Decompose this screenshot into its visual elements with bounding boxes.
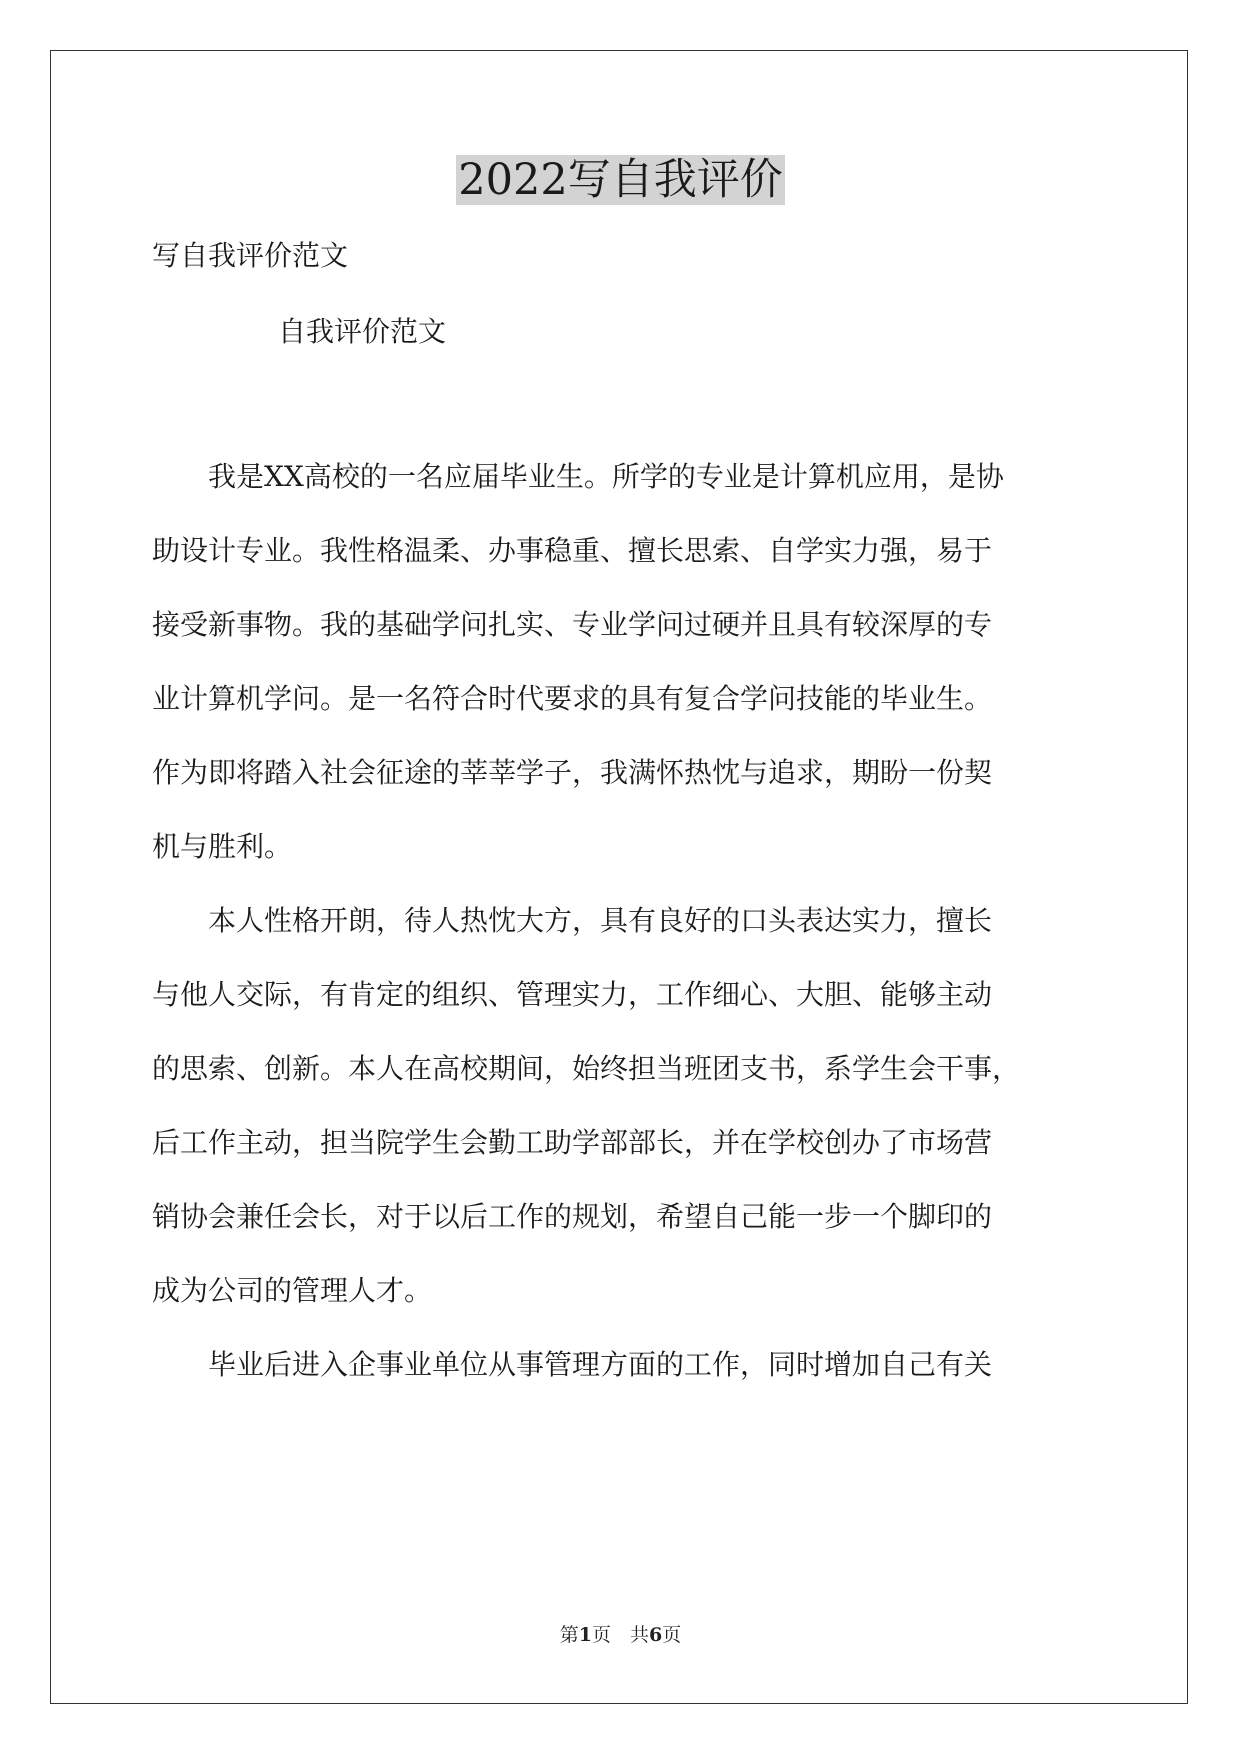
paragraph-1-line-5: 作为即将踏入社会征途的莘莘学子，我满怀热忱与追求，期盼一份契 <box>152 756 993 789</box>
paragraph-3-line-1: 毕业后进入企事业单位从事管理方面的工作，同时增加自己有关 <box>208 1348 993 1381</box>
document-title <box>0 150 1241 210</box>
paragraph-1-line-4: 业计算机学问。是一名符合时代要求的具有复合学问技能的毕业生。 <box>152 682 993 715</box>
paragraph-2-line-2: 与他人交际，有肯定的组织、管理实力，工作细心、大胆、能够主动 <box>152 978 993 1011</box>
footer-page-current: 1 <box>578 1624 592 1646</box>
paragraph-1-line-3: 接受新事物。我的基础学问扎实、专业学问过硬并且具有较深厚的专 <box>152 608 993 641</box>
paragraph-2-line-3: 的思索、创新。本人在高校期间，始终担当班团支书，系学生会干事， <box>152 1052 1021 1085</box>
document-subtitle: 写自我评价范文 <box>152 239 349 272</box>
paragraph-1-line-1: 我是XX高校的一名应届毕业生。所学的专业是计算机应用，是协 <box>208 460 1004 493</box>
footer-page-total: 6 <box>649 1624 663 1646</box>
footer-page-middle: 页 共 <box>591 1624 649 1646</box>
title-highlight: 2022写自我评价 <box>458 155 783 205</box>
footer-page-prefix: 第 <box>559 1624 579 1646</box>
paragraph-2-line-5: 销协会兼任会长，对于以后工作的规划，希望自己能一步一个脚印的 <box>152 1200 993 1233</box>
footer-page-suffix: 页 <box>662 1624 682 1646</box>
page-border <box>50 50 1188 1704</box>
paragraph-1-line-6: 机与胜利。 <box>152 830 293 863</box>
paragraph-2-line-4: 后工作主动，担当院学生会勤工助学部部长，并在学校创办了市场营 <box>152 1126 993 1159</box>
paragraph-1-line-2: 助设计专业。我性格温柔、办事稳重、擅长思索、自学实力强，易于 <box>152 534 993 567</box>
document-heading: 自我评价范文 <box>278 315 447 348</box>
paragraph-2-line-6: 成为公司的管理人才。 <box>152 1274 433 1307</box>
paragraph-2-line-1: 本人性格开朗，待人热忱大方，具有良好的口头表达实力，擅长 <box>208 904 993 937</box>
page-footer <box>0 1622 1241 1648</box>
